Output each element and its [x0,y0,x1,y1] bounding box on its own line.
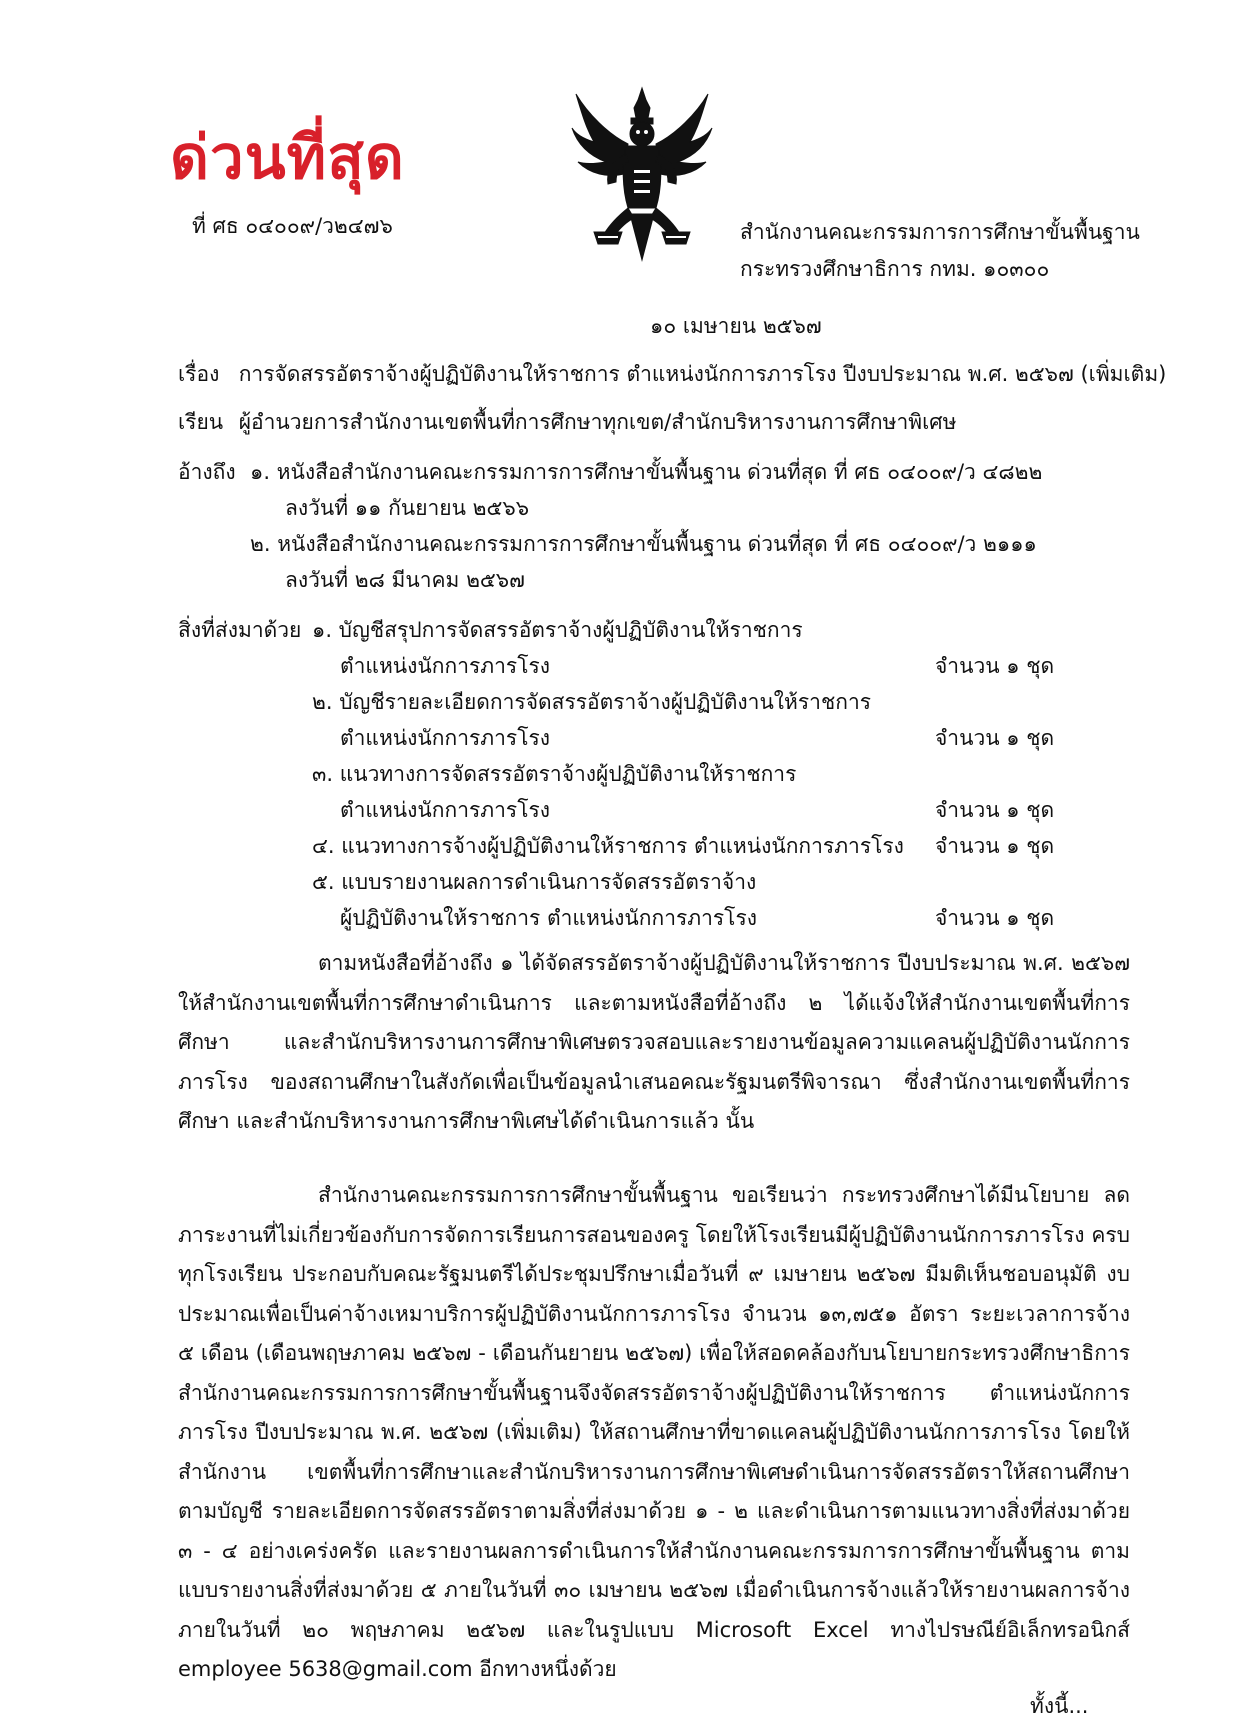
body-paragraph-2-text: สำนักงานคณะกรรมการการศึกษาขั้นพื้นฐาน ขอเรียนว่า กระทรวงศึกษาได้มีนโยบาย ลดภาระงานที่ไม่เกี่ยวข้องกับการจัดการเรียนการสอนของครู โดยให้โรงเรียนมีผู้ปฏิบัติงานนักการภารโรง ครบทุกโรงเรียน ประกอบกับคณะรัฐมนตรีได้ประชุมปรึกษาเมื่อวันที่ ๙ เมษายน ๒๕๖๗ มีมติเห็นชอบอนุมัติ งบประมาณเพื่อเป็นค่าจ้างเหมาบริการผู้ปฏิบัติงานนักการภารโรง จำนวน ๑๓,๗๕๑ อัตรา ระยะเวลาการจ้าง ๕ เดือน (เดือนพฤษภาคม ๒๕๖๗ - เดือนกันยายน ๒๕๖๗) เพื่อให้สอดคล้องกับนโยบายกระทรวงศึกษาธิการ สำนักงานคณะกรรมการการศึกษาขั้นพื้นฐานจึงจัดสรรอัตราจ้างผู้ปฏิบัติงานให้ราชการ ตำแหน่งนักการภารโรง ปีงบประมาณ พ.ศ. ๒๕๖๗ (เพิ่มเติม) ให้สถานศึกษาที่ขาดแคลนผู้ปฏิบัติงานนักการภารโรง โดยให้สำนักงาน เขตพื้นที่การศึกษาและสำนักบริหารงานการศึกษาพิเศษดำเนินการจัดสรรอัตราให้สถานศึกษาตามบัญชี รายละเอียดการจัดสรรอัตราตามสิ่งที่ส่งมาด้วย ๑ - ๒ และดำเนินการตามแนวทางสิ่งที่ส่งมาด้วย ๓ - ๔ อย่างเคร่งครัด และรายงานผลการดำเนินการให้สำนักงานคณะกรรมการการศึกษาขั้นพื้นฐาน ตามแบบรายงานสิ่งที่ส่งมาด้วย ๕ ภายในวันที่ ๓๐ เมษายน ๒๕๖๗ เมื่อดำเนินการจ้างแล้วให้รายงานผลการจ้างภายในวันที่ ๒๐ พฤษภาคม ๒๕๖๗ และในรูปแบบ Microsoft Excel ทางไปรษณีย์อิเล็กทรอนิกส์ employee 5638@gmail.com อีกทางหนึ่งด้วย [178,1183,1130,1681]
reference-item-1-line1: ๑. หนังสือสำนักงานคณะกรรมการการศึกษาขั้นพื้นฐาน ด่วนที่สุด ที่ ศธ ๐๔๐๐๙/ว ๔๘๒๒ [250,460,1043,484]
enclosure-item-3-line2: ตำแหน่งนักการภารโรง [340,798,550,822]
enclosure-item-1-line2: ตำแหน่งนักการภารโรง [340,654,550,678]
reference-item-2-line2: ลงวันที่ ๒๘ มีนาคม ๒๕๖๗ [285,568,525,592]
continuation-marker: ทั้งนี้... [1030,1694,1089,1718]
subject-line [178,358,1166,391]
enclosure-item-3-qty: จำนวน ๑ ชุด [935,798,1055,822]
urgency-stamp: ด่วนที่สุด [170,123,405,193]
office-line-1: สำนักงานคณะกรรมการการศึกษาขั้นพื้นฐาน [740,220,1140,244]
reference-label: อ้างถึง [178,460,236,484]
enclosure-item-3-line1: ๓. แนวทางการจัดสรรอัตราจ้างผู้ปฏิบัติงานให้ราชการ [312,762,797,786]
enclosure-item-2-line1: ๒. บัญชีรายละเอียดการจัดสรรอัตราจ้างผู้ปฏิบัติงานให้ราชการ [312,690,872,714]
enclosure-item-5-line1: ๕. แบบรายงานผลการดำเนินการจัดสรรอัตราจ้าง [312,870,757,894]
subject-label: เรื่อง [178,362,220,386]
body-paragraph-1-text: ตามหนังสือที่อ้างถึง ๑ ได้จัดสรรอัตราจ้างผู้ปฏิบัติงานให้ราชการ ปีงบประมาณ พ.ศ. ๒๕๖๗ ให้สำนักงานเขตพื้นที่การศึกษาดำเนินการ และตามหนังสือที่อ้างถึง ๒ ได้แจ้งให้สำนักงานเขตพื้นที่การศึกษา และสำนักบริหารงานการศึกษาพิเศษตรวจสอบและรายงานข้อมูลความแคลนผู้ปฏิบัติงานนักการภารโรง ของสถานศึกษาในสังกัดเพื่อเป็นข้อมูลนำเสนอคณะรัฐมนตรีพิจารณา ซึ่งสำนักงานเขตพื้นที่การศึกษา และสำนักบริหารงานการศึกษาพิเศษได้ดำเนินการแล้ว นั้น [178,951,1130,1133]
enclosure-item-4-qty: จำนวน ๑ ชุด [935,834,1055,858]
addressee-text: ผู้อำนวยการสำนักงานเขตพื้นที่การศึกษาทุกเขต/สำนักบริหารงานการศึกษาพิเศษ [238,410,957,434]
sender-office [740,214,1140,288]
enclosure-item-2-qty: จำนวน ๑ ชุด [935,726,1055,750]
document-number: ที่ ศธ ๐๔๐๐๙/ว๒๔๗๖ [192,214,393,238]
addressee-label: เรียน [178,410,224,434]
enclosure-item-4-line1: ๔. แนวทางการจ้างผู้ปฏิบัติงานให้ราชการ ตำแหน่งนักการภารโรง [312,834,904,858]
document-date: ๑๐ เมษายน ๒๕๖๗ [650,314,822,338]
enclosure-label: สิ่งที่ส่งมาด้วย [178,618,302,642]
subject-text: การจัดสรรอัตราจ้างผู้ปฏิบัติงานให้ราชการ ตำแหน่งนักการภารโรง ปีงบประมาณ พ.ศ. ๒๕๖๗ (เพิ่มเติม) [238,362,1167,386]
enclosure-item-1-line1: ๑. บัญชีสรุปการจัดสรรอัตราจ้างผู้ปฏิบัติงานให้ราชการ [312,618,803,642]
enclosure-item-5-line2: ผู้ปฏิบัติงานให้ราชการ ตำแหน่งนักการภารโรง [340,906,757,930]
reference-item-2-line1: ๒. หนังสือสำนักงานคณะกรรมการการศึกษาขั้นพื้นฐาน ด่วนที่สุด ที่ ศธ ๐๔๐๐๙/ว ๒๑๑๑ [250,532,1037,556]
reference-item-1-line2: ลงวันที่ ๑๑ กันยายน ๒๕๖๖ [285,496,530,520]
body-paragraph-1 [178,944,1130,1142]
garuda-emblem-icon [568,84,716,262]
enclosure-item-2-line2: ตำแหน่งนักการภารโรง [340,726,550,750]
body-paragraph-2 [178,1176,1130,1690]
addressee-line [178,406,956,439]
enclosure-item-1-qty: จำนวน ๑ ชุด [935,654,1055,678]
office-line-2: กระทรวงศึกษาธิการ กทม. ๑๐๓๐๐ [740,257,1050,281]
enclosure-item-5-qty: จำนวน ๑ ชุด [935,906,1055,930]
